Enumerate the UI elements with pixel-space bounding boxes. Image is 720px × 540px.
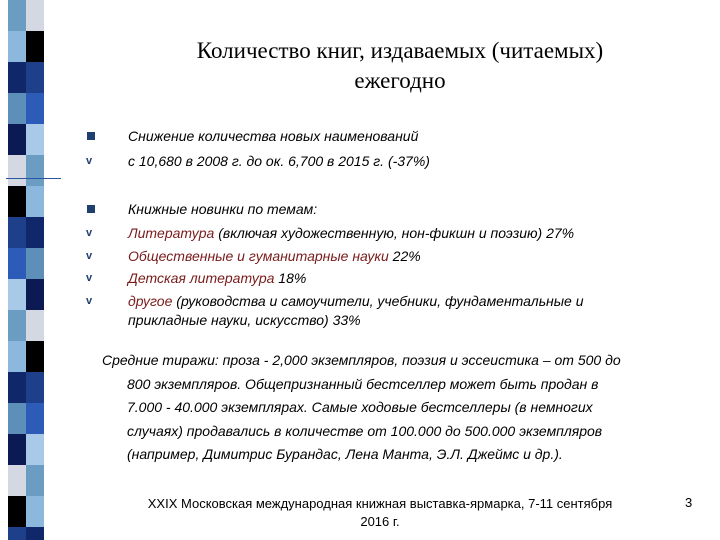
paragraph-line: случаях) продавались в количестве от 100.000 до 500.000 экземпляров: [127, 422, 603, 439]
topics-heading: Книжные новинки по темам:: [128, 201, 318, 217]
stripe-square: [26, 403, 44, 434]
stripe-square: [26, 496, 44, 527]
divider-line: [6, 178, 61, 179]
stripe-square: [26, 186, 44, 217]
stripe-square: [8, 527, 26, 540]
square-bullet-icon: [87, 205, 95, 213]
print-runs-paragraph: [102, 349, 702, 467]
stripe-square: [26, 248, 44, 279]
stripe-square: [8, 279, 26, 310]
checkmark-bullet-icon: v: [86, 250, 93, 262]
square-bullet-icon: [87, 132, 95, 140]
stripe-square: [26, 217, 44, 248]
stripe-square: [26, 93, 44, 124]
stripe-square: [8, 62, 26, 93]
stripe-square: [8, 496, 26, 527]
stripe-square: [8, 93, 26, 124]
stripe-square: [26, 0, 44, 31]
checkmark-bullet-icon: v: [86, 295, 93, 307]
page-number: 3: [685, 495, 693, 510]
stripe-square: [26, 31, 44, 62]
paragraph-first-line: Средние тиражи: проза - 2,000 экземпляров, поэзия и эссеистика – от 500 до: [102, 352, 621, 368]
slide-title-line2: ежегодно: [354, 68, 446, 93]
stripe-square: [26, 279, 44, 310]
slide-title-line1: Количество книг, издаваемых (читаемых): [196, 38, 604, 63]
stripe-square: [26, 62, 44, 93]
paragraph-line: 800 экземпляров. Общепризнанный бестселлер может быть продан в: [127, 375, 599, 392]
stripe-square: [8, 155, 26, 186]
footer-line2: 2016 г.: [360, 514, 400, 529]
stripe-square: [8, 465, 26, 496]
topic-item: другое (руководства и самоучители, учебники, фундаментальные и: [128, 293, 584, 309]
topic-item-continuation: прикладные науки, искусство) 33%: [128, 312, 361, 328]
stripe-square: [8, 217, 26, 248]
topic-item: Литература (включая художественную, нон-фикшн и поэзию) 27%: [128, 225, 575, 241]
stripe-square: [8, 248, 26, 279]
stripe-square: [8, 31, 26, 62]
stripe-square: [8, 124, 26, 155]
stripe-square: [8, 186, 26, 217]
paragraph-line: 7.000 - 40.000 экземплярах. Самые ходовые бестселлеры (в немногих: [127, 399, 593, 415]
slide-footer: [120, 495, 640, 531]
stripe-square: [26, 155, 44, 186]
stripe-square: [8, 434, 26, 465]
stripe-square: [8, 372, 26, 403]
checkmark-bullet-icon: v: [86, 272, 93, 284]
stripe-square: [26, 434, 44, 465]
checkmark-bullet-icon: v: [86, 155, 93, 167]
stripe-square: [8, 341, 26, 372]
checkmark-bullet-icon: v: [86, 227, 93, 239]
topic-item: Детская литература 18%: [128, 270, 307, 286]
stripe-square: [26, 465, 44, 496]
stripe-square: [26, 341, 44, 372]
stripe-square: [26, 310, 44, 341]
topic-item: Общественные и гуманитарные науки 22%: [128, 248, 421, 264]
decorative-stripe: [0, 0, 50, 540]
stripe-square: [8, 310, 26, 341]
stripe-square: [26, 124, 44, 155]
block1-line1: Снижение количества новых наименований: [128, 128, 419, 144]
stripe-square: [8, 0, 26, 31]
footer-line1: XXIX Московская международная книжная выставка-ярмарка, 7-11 сентября: [147, 496, 613, 511]
block1-line2: с 10,680 в 2008 г. до ок. 6,700 в 2015 г. (-37%): [128, 153, 430, 169]
stripe-square: [26, 372, 44, 403]
paragraph-line: (например, Димитрис Бурандас, Лена Манта, Э.Л. Джеймс и др.).: [127, 446, 563, 462]
stripe-square: [26, 527, 44, 540]
stripe-square: [8, 403, 26, 434]
